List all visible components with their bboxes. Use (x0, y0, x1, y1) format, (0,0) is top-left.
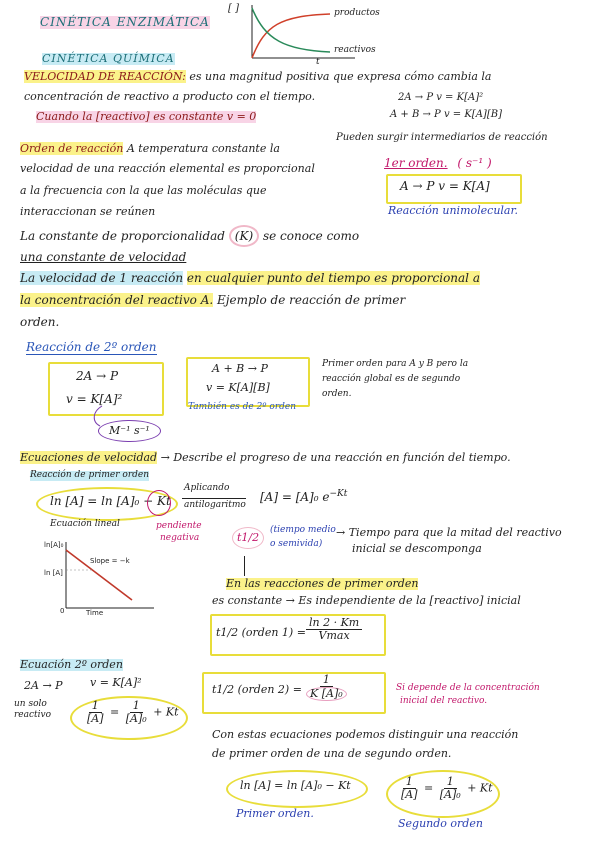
velocity-definition-term: VELOCIDAD DE REACCIÓN: (24, 70, 186, 83)
first-order-heading (384, 157, 492, 170)
velocity-line2 (20, 294, 405, 307)
ln-equation: ln [A] = ln [A]₀ − Kt (50, 494, 171, 508)
so-units: M⁻¹ s⁻¹ (98, 420, 161, 442)
prop-constant-line1 (20, 230, 359, 243)
intermediates-note: Pueden surgir intermediarios de reacción (336, 132, 548, 143)
se-integrated-eq: $\frac{1}{[A]}$ = $\frac{1}{\text{[A]₀}}$ + Kt (84, 700, 179, 725)
inset-ylabel-mid: ln [A] (44, 569, 63, 577)
hl2-label: t1/2 (orden 2) = (212, 683, 302, 696)
unimolecular-note: Reacción unimolecular. (388, 204, 519, 217)
distinguish-2: de primer orden de una de segundo orden. (212, 747, 452, 760)
hl2-num: 1 (320, 674, 333, 687)
so-box2-line1: A + B → P (212, 362, 268, 375)
so-box1-line2: v = K[A]² (66, 392, 123, 406)
first-order-half-life-1: En las reacciones de primer orden (226, 577, 419, 590)
final-first-label: Primer orden. (236, 807, 314, 820)
velocity-line1-a: La velocidad de 1 reacción (20, 271, 184, 285)
so-box2-line2: v = K[A][B] (206, 381, 270, 394)
constant-note: Cuando la [reactivo] es constante v = 0 (36, 110, 257, 123)
se-frac2-num: 1 (130, 700, 143, 713)
prop-constant-line2 (20, 251, 186, 264)
se-frac1-num: 1 (89, 700, 102, 713)
prop-constant-velocity: una constante de velocidad (20, 250, 187, 264)
half-life-paren-2: o semivida) (270, 539, 323, 549)
rate-eq-2: A + B → P v = K[A][B] (390, 109, 502, 120)
se-integrated-tail: + Kt (153, 705, 179, 719)
order-definition-line2: velocidad de una reacción elemental es proporcional (20, 162, 315, 175)
distinguish-1: Con estas ecuaciones podemos distinguir una reacción (212, 728, 519, 741)
slope-circle (147, 490, 171, 516)
exp-equation-base: [A] = [A]₀ e (260, 490, 330, 504)
inset-ylabel-top: ln[A]₀ (44, 541, 64, 549)
order-definition-rest: A temperatura constante la (126, 142, 280, 155)
se-single-1: un solo (14, 699, 47, 709)
velocity-line3: orden. (20, 315, 60, 329)
graph-y-label: [ ] (228, 3, 239, 14)
inset-slope: Slope = −k (90, 557, 130, 565)
exp-equation-sup: −Kt (329, 489, 348, 499)
final-second-eq: $\frac{1}{[A]}$ = $\frac{1}{\text{[A]₀}}$ + Kt (398, 776, 493, 801)
velocity-definition-line1 (24, 71, 492, 83)
prop-constant-text-b: se conoce como (262, 229, 360, 243)
se-frac1-den: [A] (87, 712, 104, 726)
half-life-down-arrow (244, 556, 245, 576)
final-first-eq: ln [A] = ln [A]₀ − Kt (240, 779, 351, 792)
se-rate: v = K[A]² (90, 676, 142, 689)
hl1-fraction (306, 617, 362, 642)
so-note-line1: Primer orden para A y B pero la (322, 359, 469, 369)
rate-eq-1: 2A → P v = K[A]² (398, 92, 484, 103)
ln-time-chart (40, 538, 158, 618)
slope-note-1: pendiente (156, 521, 202, 531)
velocity-line2-a: la concentración del reactivo A. (20, 293, 214, 307)
final-second-tail: + Kt (467, 781, 493, 795)
second-order-eq-title: Ecuación 2º orden (20, 658, 123, 671)
antilog-arrow (182, 498, 246, 499)
final-second-label: Segundo orden (398, 817, 483, 830)
inset-origin: 0 (60, 607, 65, 615)
prop-constant-k: (K) (229, 225, 259, 247)
half-life-def-2: inicial se descomponga (352, 542, 482, 555)
subtitle: CINÉTICA QUÍMICA (42, 52, 175, 65)
first-order-half-life-2: es constante → Es independiente de la [reactivo] inicial (212, 594, 521, 607)
velocity-definition-line2: concentración de reactivo a producto con el tiempo. (24, 90, 316, 103)
order-definition-term: Orden de reacción (20, 142, 124, 155)
rate-equations-rest: → Describe el progreso de una reacción en función del tiempo. (160, 451, 511, 464)
hl2-fraction (306, 674, 347, 701)
hl1-num: ln 2 · Km (306, 617, 362, 630)
slope-note-2: negativa (160, 533, 200, 543)
graph-x-label: t (316, 57, 320, 67)
label-productos: productos (334, 8, 380, 18)
exp-equation (260, 490, 347, 504)
first-order-label: 1er orden. (384, 156, 448, 170)
half-life-def-1: → Tiempo para que la mitad del reactivo (336, 526, 562, 539)
hl2-den: K [A]₀ (306, 687, 347, 701)
hl2-note-2: inicial del reactivo. (400, 696, 488, 706)
velocity-line1-b: en cualquier punto del tiempo es proporcional a (186, 271, 480, 285)
se-frac2-den: [A]₀ (125, 712, 147, 726)
hl1-label: t1/2 (orden 1) = (216, 626, 306, 639)
order-definition-line4: interaccionan se reúnen (20, 205, 156, 218)
so-box1-line1: 2A → P (76, 369, 119, 383)
first-order-units: ( s⁻¹ ) (457, 156, 492, 170)
so-note-line2: reacción global es de segundo (322, 374, 461, 384)
velocity-definition-rest: es una magnitud positiva que expresa cómo cambia la (189, 70, 492, 83)
so-note-line3: orden. (322, 389, 352, 399)
velocity-line1 (20, 272, 480, 285)
half-life-symbol: t1/2 (232, 527, 264, 549)
second-order-title: Reacción de 2º orden (26, 340, 157, 354)
rate-equations-line (20, 452, 511, 464)
linear-equation-label: Ecuación lineal (50, 519, 120, 529)
inset-xlabel: Time (86, 609, 104, 617)
label-reactivos: reactivos (334, 45, 376, 55)
final-frac2-den: [A]₀ (439, 788, 461, 802)
applying-antilog-1: Aplicando (184, 483, 230, 493)
final-frac1-den: [A] (401, 788, 418, 802)
order-definition-line3: a la frecuencia con la que las moléculas que (20, 184, 267, 197)
page-title: CINÉTICA ENZIMÁTICA (40, 15, 210, 29)
first-order-reaction-label: Reacción de primer orden (30, 470, 150, 480)
rate-equations-term: Ecuaciones de velocidad (20, 451, 158, 464)
so-box2-note: También es de 2º orden (188, 402, 297, 412)
final-frac1-num: 1 (403, 776, 416, 789)
half-life-paren-1: (tiempo medio (270, 525, 336, 535)
se-single-2: reactivo (14, 710, 52, 720)
order-definition-line1 (20, 143, 280, 155)
hl1-den: Vmax (318, 629, 350, 643)
hl2-note-1: Si depende de la concentración (396, 683, 540, 693)
se-reaction: 2A → P (24, 679, 63, 692)
first-order-box-eq: A → P v = K[A] (400, 179, 490, 193)
velocity-line2-b: Ejemplo de reacción de primer (217, 293, 406, 307)
final-frac2-num: 1 (444, 776, 457, 789)
prop-constant-text-a: La constante de proporcionalidad (20, 229, 225, 243)
applying-antilog-2: antilogaritmo (184, 500, 246, 510)
